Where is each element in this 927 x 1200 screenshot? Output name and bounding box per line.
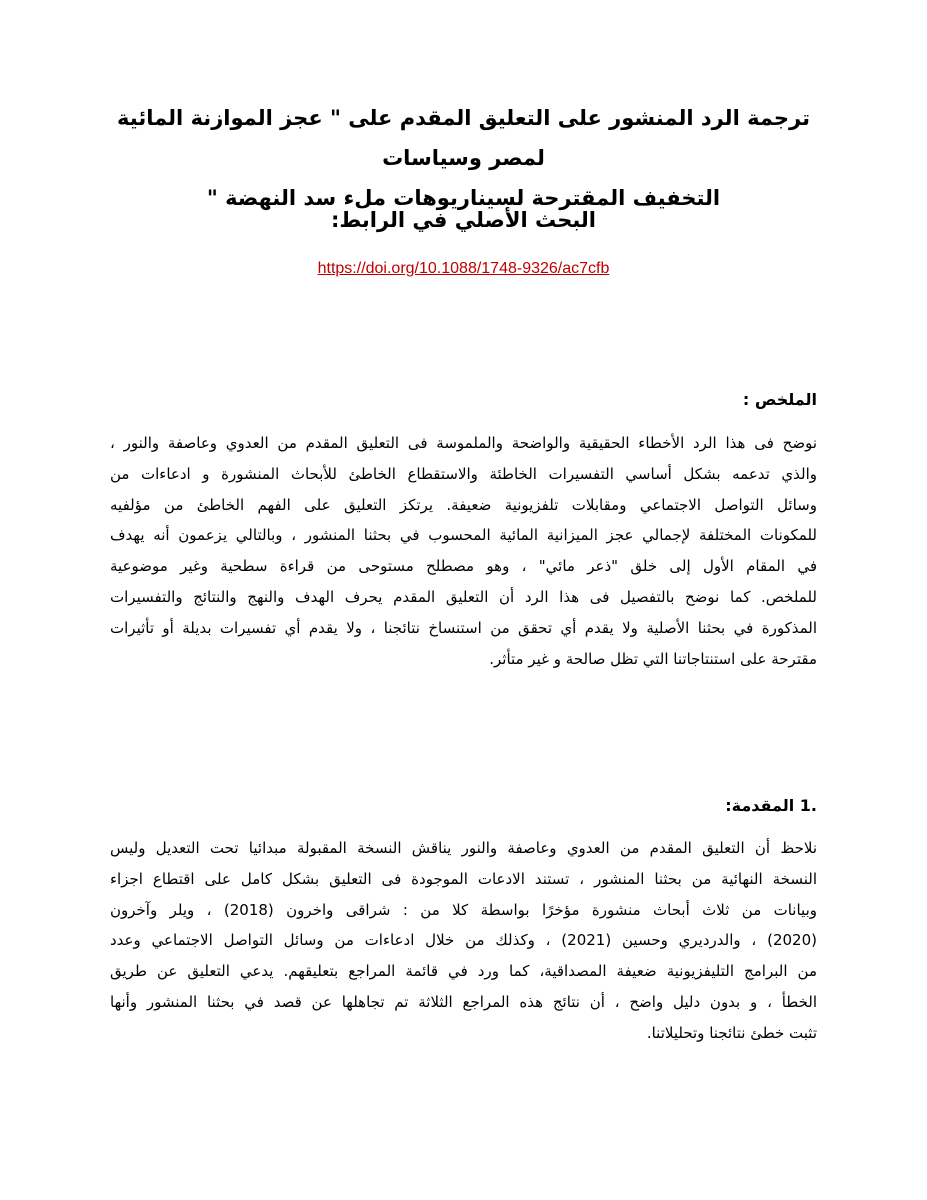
introduction-paragraph	[110, 833, 817, 1049]
title-line: ترجمة الرد المنشور على التعليق المقدم على " عجز الموازنة المائية لمصر وسياسات	[117, 106, 810, 170]
introduction-heading	[110, 792, 817, 820]
abstract-heading: الملخص :	[742, 390, 817, 409]
introduction-line: الخطأ ، و بدون دليل واضح ، أن نتائج هذه المراجع الثلاثة تم تجاهلها عن قصد في بحثنا المنشور وأنها	[110, 992, 817, 1011]
abstract-paragraph	[110, 428, 817, 674]
introduction-line: (2020) ، والدرديري وحسين (2021) ، وكذلك من خلال ادعاءات من وسائل التواصل الاجتماعي وعدد	[110, 931, 817, 950]
original-research-label: البحث الأصلي في الرابط:	[330, 208, 596, 232]
abstract-line: وسائل التواصل الاجتماعي ومقابلات تلفزيونية ضعيفة. يرتكز التعليق على الفهم الخاطئ من مؤلفيه	[110, 495, 817, 514]
title-line: التخفيف المقترحة لسيناريوهات ملء سد النهضة "	[206, 186, 721, 210]
abstract-line: مقترحة على استنتاجاتنا التي تظل صالحة و غير متأثر.	[489, 649, 817, 668]
introduction-line: من البرامج التليفزيونية ضعيفة المصداقية، كما ورد في قائمة المراجع بتعليقهم. يدعي التعليق عن طريق	[110, 962, 817, 981]
abstract-line: والذي تدعمه بشكل أساسي التفسيرات الخاطئة والاستقطاع الخاطئ للأبحاث المنشورة و ادعاءات من	[110, 464, 817, 483]
introduction-line: النسخة النهائية من بحثنا المنشور ، تستند الادعات الموجودة فى التعليق بشكل كامل على اقتطاع اجزاء	[110, 869, 817, 888]
abstract-line: نوضح فى هذا الرد الأخطاء الحقيقية والواضحة والملموسة فى التعليق المقدم من العدوي وعاصفة والنور ،	[110, 434, 817, 452]
section-title: المقدمة:	[725, 796, 795, 815]
introduction-line: وبيانات من ثلاث أبحاث منشورة مؤخرًا بواسطة كلا من : شراقى واخرون (2018) ، ويلر وآخرون	[110, 900, 817, 919]
abstract-line: في المقام الأول إلى خلق "ذعر مائي" ، وهو مصطلح مستوحى من قراءة سطحية وغير موضوعية	[110, 557, 817, 576]
introduction-line: نلاحظ أن التعليق المقدم من العدوي وعاصفة والنور يناقش النسخة المقبولة مبدائيا تحت التعديل وليس	[110, 839, 817, 857]
abstract-line: للملخص. كما نوضح بالتفصيل فى هذا الرد أن التعليق المقدم يحرف الهدف والنهج والنتائج والتفسيرات	[110, 587, 817, 606]
abstract-line: للمكونات المختلفة لإجمالي عجز الميزانية المائية المحسوب في بحثنا المنشور ، وبالتالي يزعمون أنه يهدف	[110, 526, 817, 545]
abstract-line: المذكورة في بحثنا الأصلية ولا يقدم أي تحقق من استنساخ نتائجنا ، ولا يقدم أي تفسيرات بديلة أو تأثيرات	[110, 618, 817, 637]
doi-link[interactable]: https://doi.org/10.1088/1748-9326/ac7cfb	[317, 260, 610, 277]
introduction-line: تثبت خطئ نتائجنا وتحليلاتنا.	[646, 1023, 817, 1042]
section-number: 1.	[799, 796, 817, 815]
